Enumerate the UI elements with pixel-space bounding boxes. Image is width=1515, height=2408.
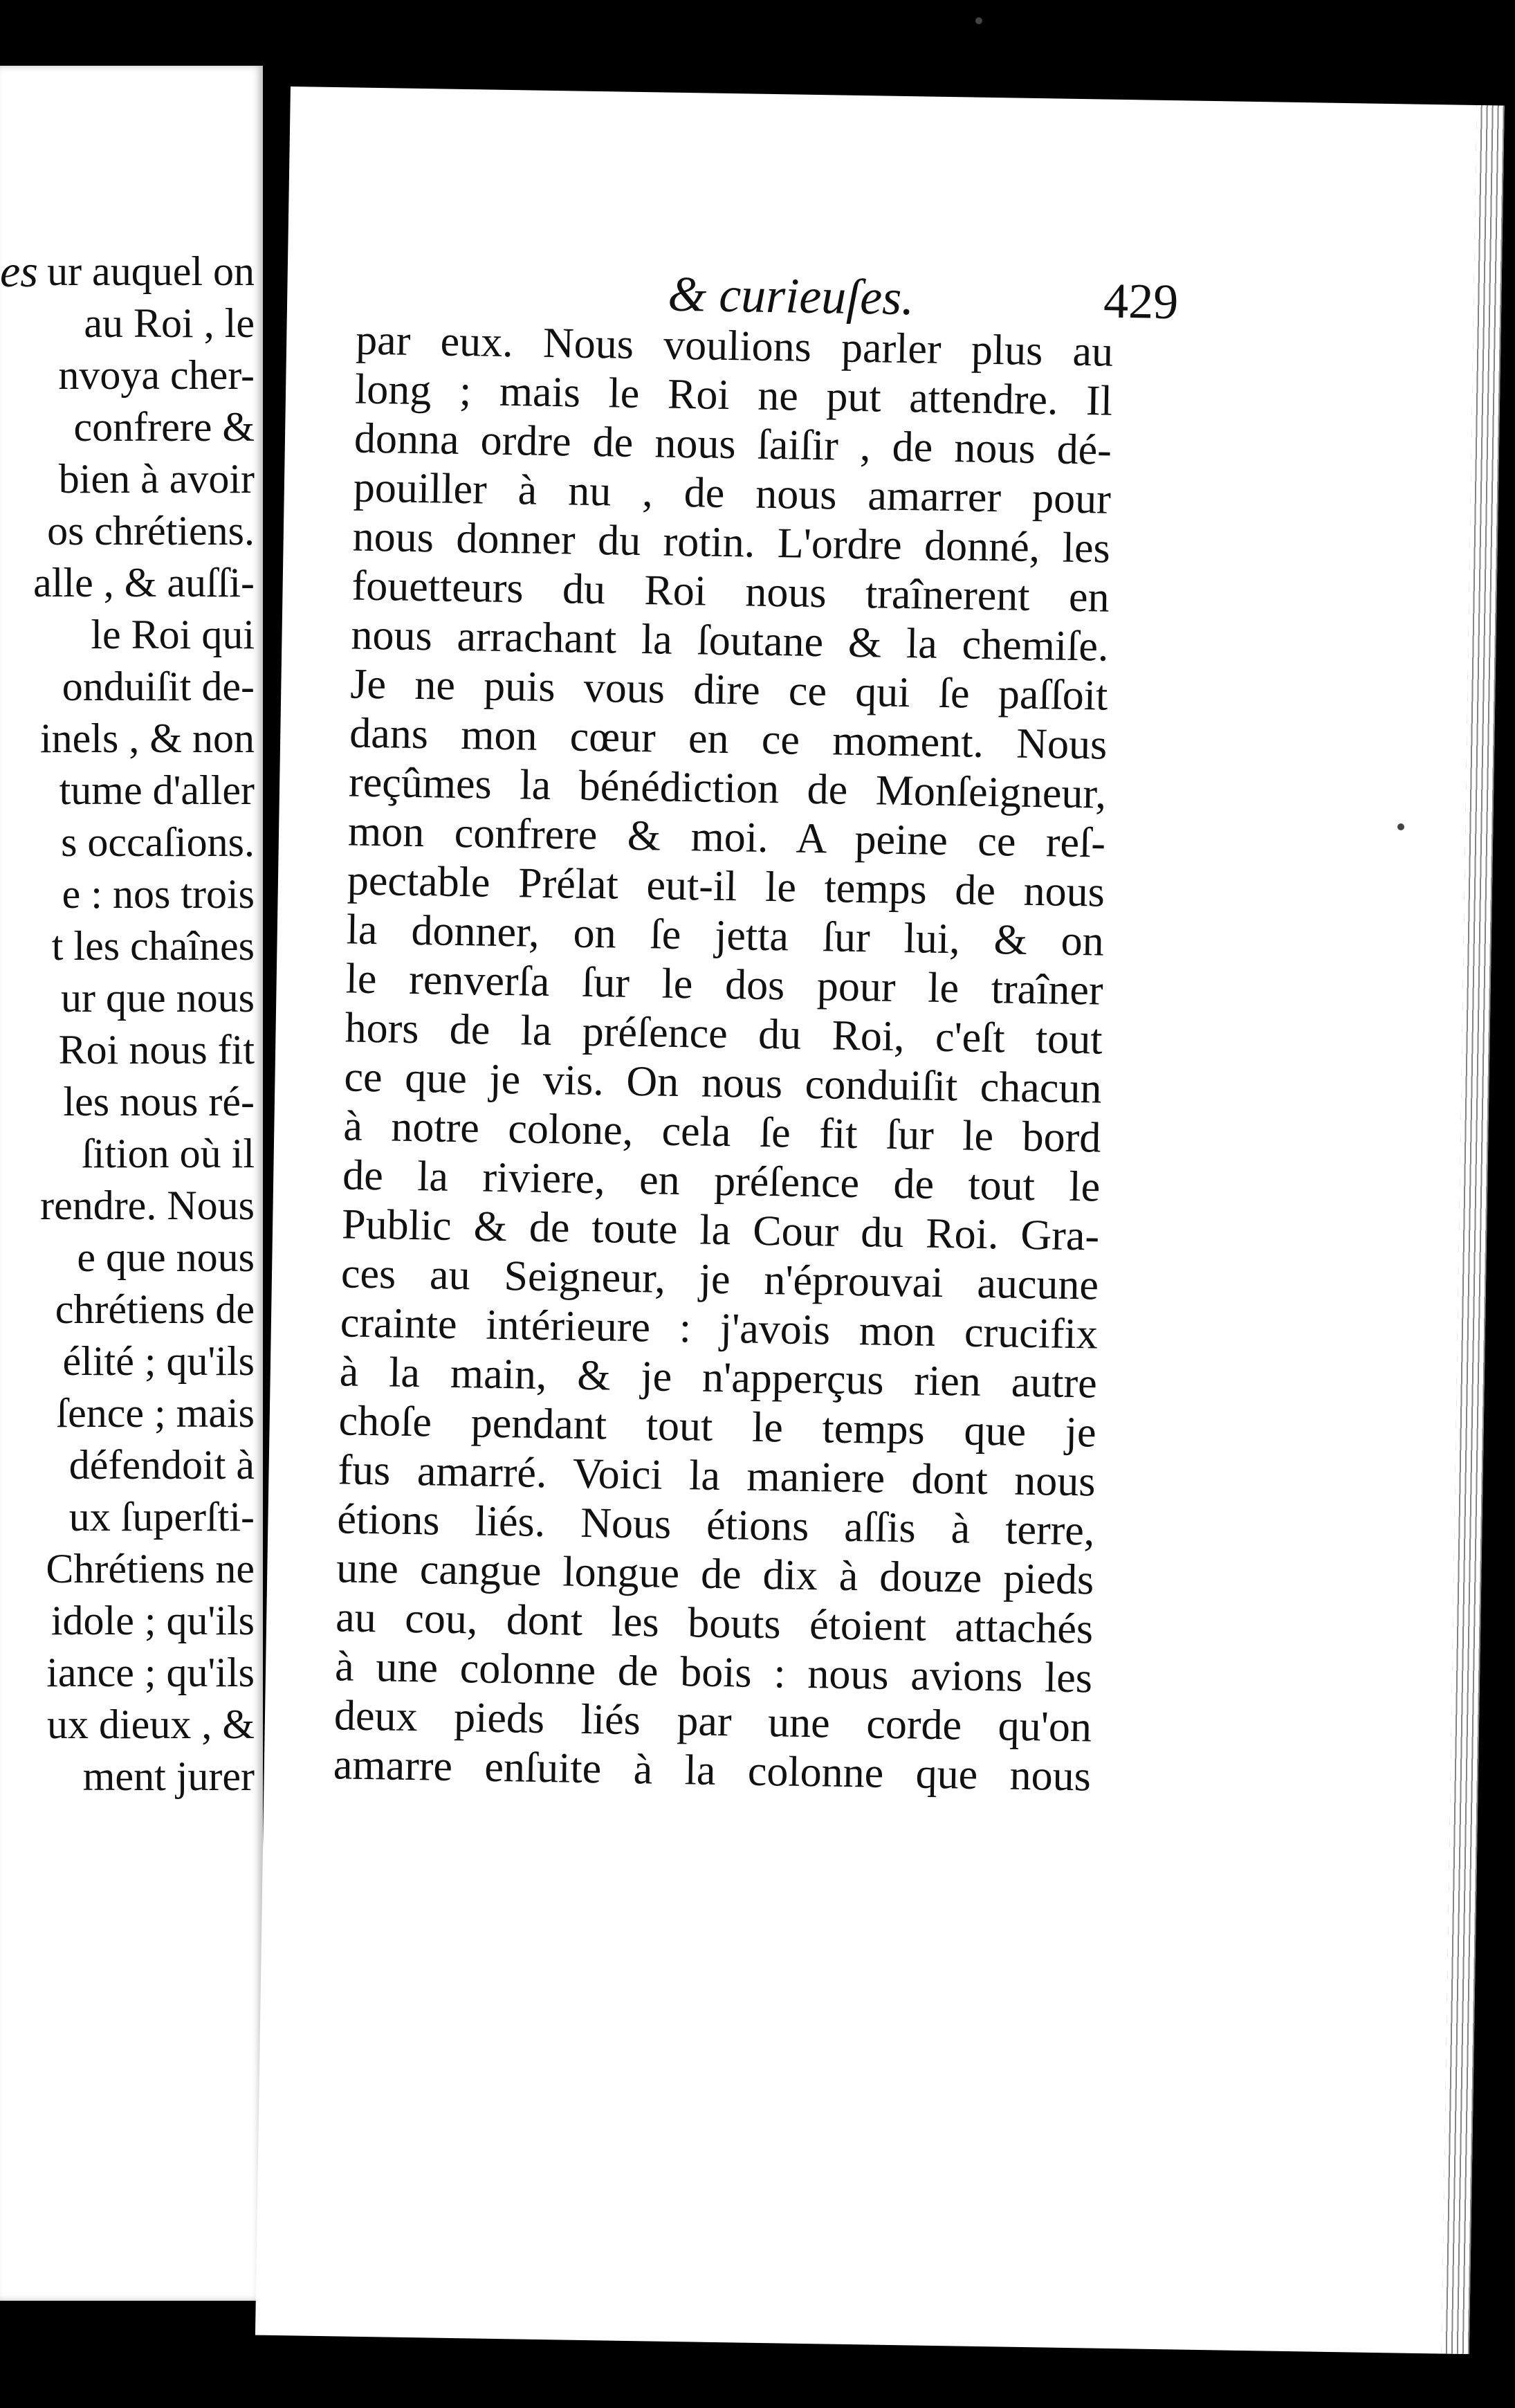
text-line: fouetteurs du Roi nous traînerent en <box>351 562 1110 621</box>
left-text-line: ment jurer <box>82 1753 255 1799</box>
left-text-line: les nous ré- <box>63 1079 255 1124</box>
left-text-line: Roi nous fit <box>58 1027 255 1073</box>
text-line: Je ne puis vous dire ce qui ſe paſſoit <box>349 660 1108 720</box>
text-line: pouiller à nu , de nous amarrer pour <box>353 464 1112 523</box>
left-text-line: os chrétiens. <box>47 508 255 554</box>
text-line: au cou, dont les bouts étoient attachés <box>335 1594 1094 1653</box>
left-text-line: e que nous <box>77 1234 255 1280</box>
left-text-line: s occaſions. <box>61 819 255 865</box>
left-text-line: alle , & auſſi- <box>33 560 255 605</box>
text-line: le renverſa ſur le dos pour le traîner <box>345 955 1104 1014</box>
page-header <box>288 259 1502 330</box>
text-line: dans mon cœur en ce moment. Nous <box>349 709 1108 769</box>
text-line: pectable Prélat eut-il le temps de nous <box>347 857 1105 916</box>
left-running-title-fragment: es <box>0 246 38 297</box>
text-line: deux pieds liés par une corde qu'on <box>333 1692 1092 1751</box>
text-line: à notre colone, cela ſe fit ſur le bord <box>342 1102 1101 1162</box>
left-text-line: défendoit à <box>68 1442 255 1488</box>
text-line: ces au Seigneur, je n'éprouvai aucune <box>340 1250 1099 1309</box>
page-edge <box>1442 105 1505 2354</box>
left-text-line: tume d'aller <box>59 767 255 813</box>
text-line: reçûmes la bénédiction de Monſeigneur, <box>348 758 1107 818</box>
text-line: nous donner du rotin. L'ordre donné, les <box>352 513 1111 572</box>
left-text-line: confrere & <box>73 404 255 450</box>
text-line: de la riviere, en préſence de tout le <box>342 1151 1101 1211</box>
text-line: choſe pendant tout le temps que je <box>338 1397 1097 1457</box>
left-text-line: bien à avoir <box>58 456 255 502</box>
text-line: mon confrere & moi. A peine ce reſ- <box>347 808 1106 867</box>
left-text-line: nvoya cher- <box>58 352 255 398</box>
left-text-line: ur que nous <box>61 975 255 1021</box>
page-number: 429 <box>1103 273 1179 330</box>
left-text-line: idole ; qu'ils <box>50 1598 255 1643</box>
left-text-line: élité ; qu'ils <box>62 1338 255 1384</box>
left-text-line: t les chaînes <box>51 923 255 969</box>
left-text-line: iance ; qu'ils <box>46 1650 255 1695</box>
text-line: Public & de toute la Cour du Roi. Gra- <box>341 1201 1100 1260</box>
left-text-line: chrétiens de <box>55 1286 255 1332</box>
left-text-line: inels , & non <box>40 715 255 761</box>
text-line: la donner, on ſe jetta ſur lui, & on <box>346 906 1105 965</box>
text-line: étions liés. Nous étions aſſis à terre, <box>336 1495 1095 1555</box>
left-text-line: ſition où il <box>81 1131 255 1176</box>
speck <box>975 17 982 24</box>
left-text-line: Chrétiens ne <box>46 1546 255 1591</box>
text-line: une cangue longue de dix à douze pieds <box>336 1544 1094 1604</box>
text-line: à la main, & je n'apperçus rien autre <box>339 1348 1098 1407</box>
left-text-line: onduiſit de- <box>62 664 255 709</box>
text-line: nous arrachant la ſoutane & la chemiſe. <box>351 611 1109 671</box>
running-title: & curieuſes. <box>667 266 915 326</box>
left-page-text <box>0 246 255 1803</box>
left-text-line: ſence ; mais <box>56 1390 255 1436</box>
left-text-line: e : nos trois <box>62 871 255 917</box>
left-page <box>0 66 263 2301</box>
body-text <box>333 316 1113 1802</box>
left-text-line: le Roi qui <box>91 612 255 657</box>
text-line: ce que je vis. On nous conduiſit chacun <box>343 1053 1102 1113</box>
text-line: hors de la préſence du Roi, c'eſt tout <box>345 1004 1103 1064</box>
text-line: fus amarré. Voici la maniere dont nous <box>338 1446 1096 1506</box>
text-line: long ; mais le Roi ne put attendre. Il <box>354 365 1113 425</box>
left-text-line: ux ſuperſti- <box>68 1494 255 1540</box>
text-line: à une colonne de bois : nous avions les <box>334 1643 1093 1702</box>
text-line: crainte intérieure : j'avois mon crucifix <box>340 1299 1099 1358</box>
left-text-line: ux dieux , & <box>47 1702 255 1747</box>
right-page <box>255 86 1505 2354</box>
speck <box>1397 823 1404 830</box>
text-line: amarre enſuite à la colonne que nous <box>333 1741 1092 1800</box>
left-text-line: au Roi , le <box>84 300 255 346</box>
text-line: par eux. Nous voulions parler plus au <box>355 316 1114 376</box>
left-text-line: rendre. Nous <box>40 1183 255 1228</box>
text-line: donna ordre de nous ſaiſir , de nous dé- <box>354 414 1112 474</box>
left-text-line: ur auquel on <box>47 248 255 294</box>
